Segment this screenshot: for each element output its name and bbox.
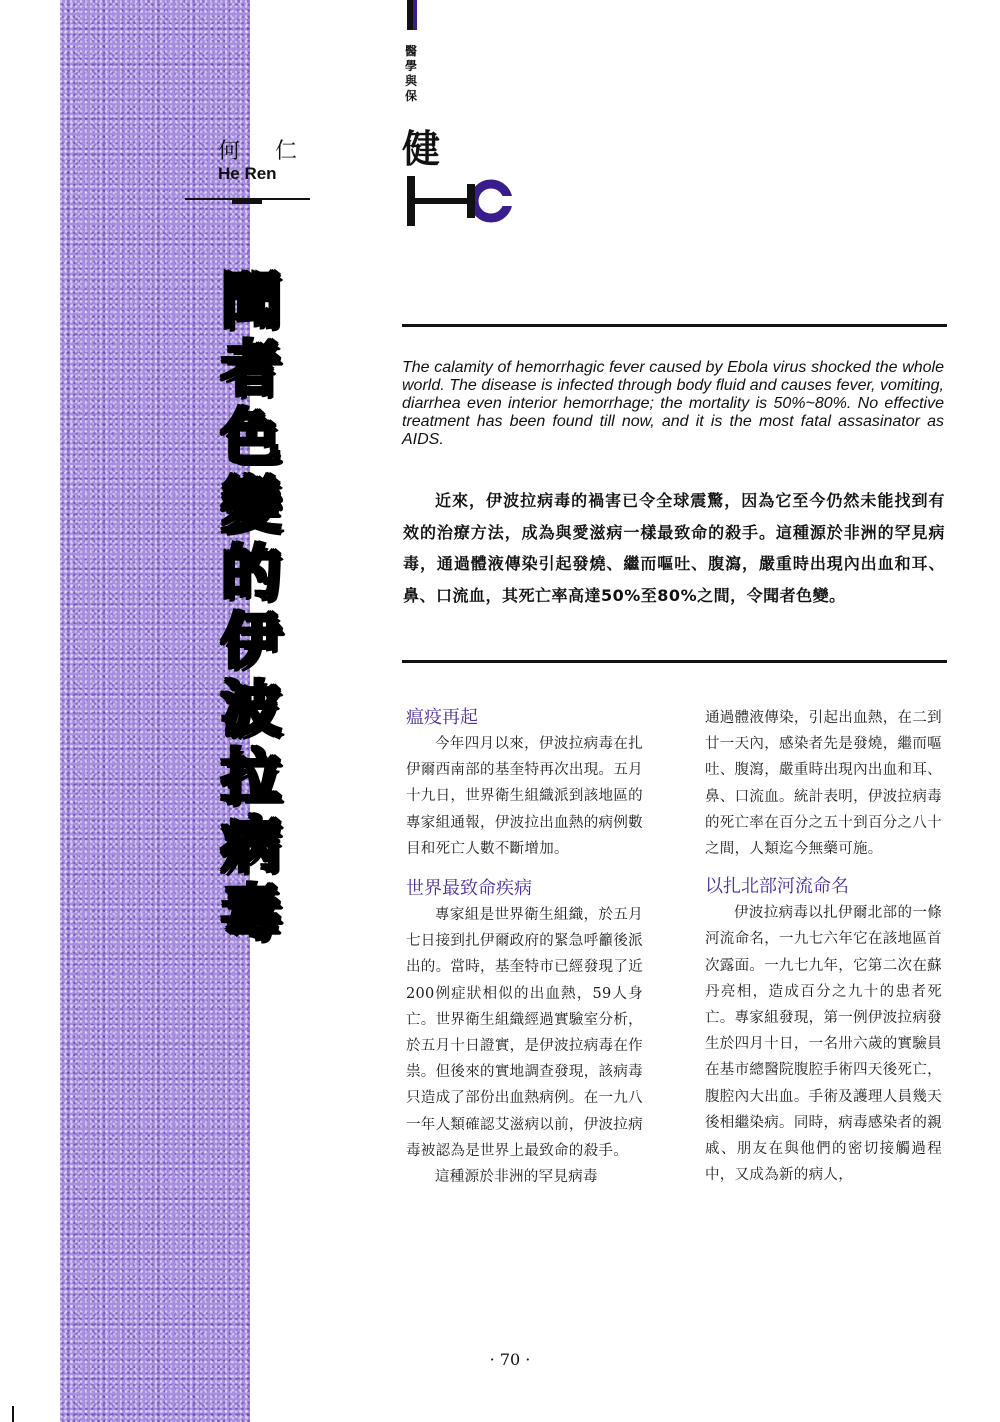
article-column-1 bbox=[406, 705, 643, 1190]
section-bar-accent bbox=[413, 0, 417, 30]
paragraph: 今年四月以來，伊波拉病毒在扎伊爾西南部的基奎特再次出現。五月十九日，世界衛生組織派到該地區的專家組通報，伊波拉出血熱的病例數目和死亡人數不斷增加。 bbox=[406, 736, 643, 857]
author-name-english: He Ren bbox=[218, 164, 277, 183]
page-number: · 70 · bbox=[489, 1350, 531, 1369]
author-name-chinese: 何 仁 bbox=[218, 139, 311, 164]
heading-river-name: 以扎北部河流命名 bbox=[705, 876, 849, 898]
abstract-chinese: 近來，伊波拉病毒的禍害已令全球震驚，因為它至今仍然未能找到有效的治療方法，成為與愛滋病一樣最致命的殺手。這種源於非洲的罕見病毒，通過體液傳染引起發燒、繼而嘔吐、腹瀉，嚴重時出現內出血和耳、鼻、口流血，其死亡率高達50%至80%之間，令聞者色變。 bbox=[403, 491, 945, 605]
paragraph: 伊波拉病毒以扎伊爾北部的一條河流命名，一九七六年它在該地區首次露面。一九七九年，它第二次在蘇丹亮相，造成百分之九十的患者死亡。專家組發現，第一例伊波拉病發生於四月十日，一名卅六歲的實驗員在基市總醫院腹腔手術四天後死亡，腹腔內大出血。手術及護理人員幾天後相繼染病。同時，病毒感染者的親戚、朋友在與他們的密切接觸過程中，又成為新的病人， bbox=[705, 905, 942, 1184]
bottom-rule bbox=[402, 660, 947, 663]
crop-mark bbox=[12, 1406, 14, 1422]
paragraph: 專家組是世界衛生組織，於五月七日接到扎伊爾政府的緊急呼籲後派出的。當時，基奎特市已經發現了近200例症狀相似的出血熱，59人身亡。世界衛生組織經過實驗室分析，於五月十日證實，是伊波拉病毒在作祟。但後來的實地調查發現，該病毒只造成了部份出血熱病例。在一九八一年人類確認艾滋病以前，伊波拉病毒被認為是世界上最致命的殺手。 bbox=[406, 907, 643, 1159]
heading-deadliest-disease: 世界最致命疾病 bbox=[406, 878, 532, 900]
abstract-english: The calamity of hemorrhagic fever caused by Ebola virus shocked the whole world. The disease is infected through body fluid and causes fever, vomiting, diarrhea even interior hemorrhage; the mortality is 50%~80%. No effective treatment has been found till now, and it is the most fatal assasinator as AIDS. bbox=[402, 359, 944, 448]
section-label: 醫學與保 bbox=[404, 44, 417, 103]
top-rule bbox=[402, 324, 947, 327]
paragraph: 這種源於非洲的罕見病毒 bbox=[435, 1169, 598, 1186]
author-underline-mark bbox=[232, 199, 262, 204]
heading-plague-returns: 瘟疫再起 bbox=[406, 707, 478, 728]
logo-h-left-stem bbox=[407, 176, 415, 226]
logo-c-opening bbox=[499, 196, 517, 206]
section-label-large: 健 bbox=[402, 127, 441, 171]
article-column-2 bbox=[705, 705, 942, 1188]
logo-h-crossbar bbox=[415, 198, 475, 204]
section-logo-hc bbox=[407, 176, 517, 226]
logo-h-right-stem bbox=[467, 184, 475, 218]
paragraph: 通過體液傳染，引起出血熱，在二到廿一天內，感染者先是發燒，繼而嘔吐、腹瀉，嚴重時出現內出血和耳、鼻、口流血。統計表明，伊波拉病毒的死亡率在百分之五十到百分之八十之間，人類迄今無藥可施。 bbox=[705, 710, 942, 858]
article-title: 聞者色變的伊波拉病毒 bbox=[221, 267, 281, 949]
